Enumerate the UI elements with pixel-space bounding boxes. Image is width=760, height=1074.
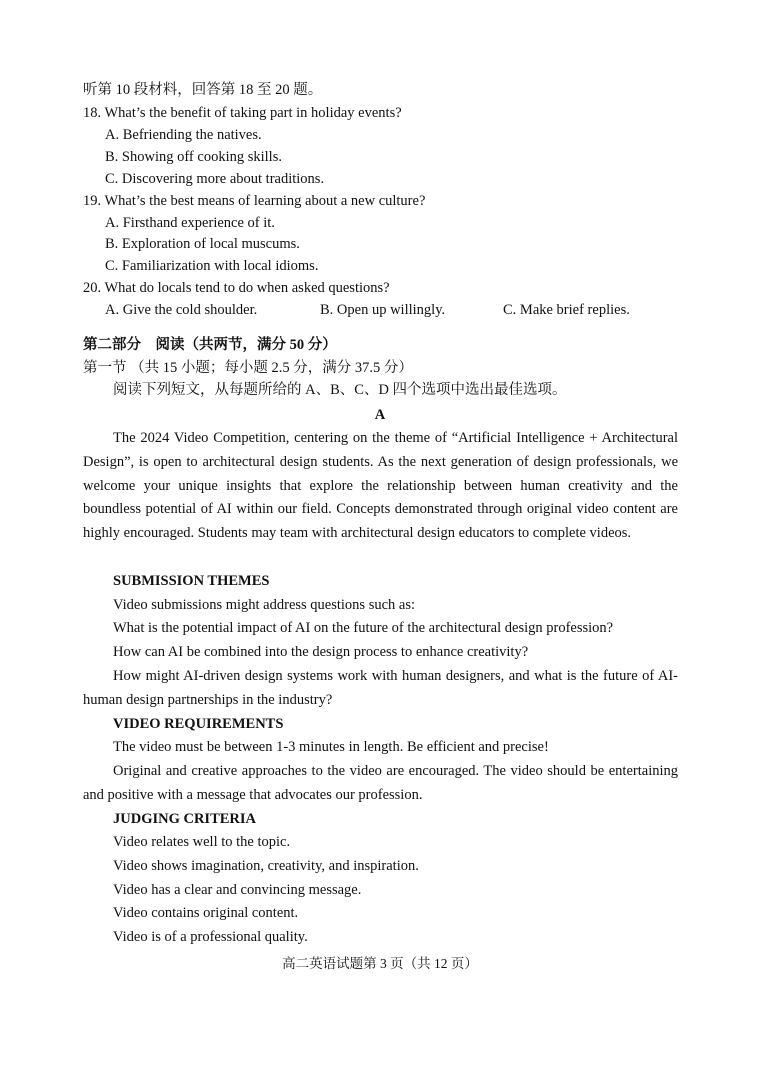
- listening-intro: 听第 10 段材料，回答第 18 至 20 题。: [83, 82, 323, 98]
- intro-paragraph: The 2024 Video Competition, centering on the theme of “Artificial Intelligence + Architectural Design”, is open to architectural design students. As the next generation of design professionals, we welcome your unique insights that explore the relationship between human creativity and the boundless potential of AI within our field. Concepts demonstrated through original video content are highly encouraged. Students may team with architectural design educators to complete videos.: [83, 430, 678, 542]
- requirements-heading: VIDEO REQUIREMENTS: [113, 716, 284, 732]
- reading-instruction: 阅读下列短文，从每题所给的 A、B、C、D 四个选项中选出最佳选项。: [113, 382, 567, 398]
- q19-option-b: B. Exploration of local muscums.: [105, 236, 300, 252]
- criteria-item: Video is of a professional quality.: [113, 929, 308, 945]
- criteria-item: Video contains original content.: [113, 905, 299, 921]
- reading-part-title: 第二部分 阅读（共两节，满分 50 分）: [83, 337, 337, 353]
- question-18-stem: 18. What’s the benefit of taking part in holiday events?: [83, 105, 402, 121]
- criteria-heading: JUDGING CRITERIA: [113, 811, 257, 827]
- criteria-item: Video shows imagination, creativity, and inspiration.: [113, 858, 419, 874]
- theme-question-1: What is the potential impact of AI on the future of the architectural design profession?: [113, 620, 614, 636]
- reading-section-title: 第一节 （共 15 小题；每小题 2.5 分，满分 37.5 分）: [83, 360, 413, 376]
- question-20-stem: 20. What do locals tend to do when asked questions?: [83, 280, 390, 296]
- q18-option-a: A. Befriending the natives.: [105, 127, 262, 143]
- requirement-length: The video must be between 1-3 minutes in length. Be efficient and precise!: [113, 739, 549, 755]
- q19-option-a: A. Firsthand experience of it.: [105, 215, 275, 231]
- q20-option-c: C. Make brief replies.: [503, 302, 630, 318]
- requirement-approach: Original and creative approaches to the video are encouraged. The video should be entertaining and positive with a message that advocates our profession.: [83, 763, 678, 803]
- criteria-item: Video has a clear and convincing message.: [113, 882, 362, 898]
- passage-label: A: [374, 407, 386, 423]
- question-19-stem: 19. What’s the best means of learning about a new culture?: [83, 193, 426, 209]
- themes-heading: SUBMISSION THEMES: [113, 573, 270, 589]
- q20-option-b: B. Open up willingly.: [320, 302, 446, 318]
- q18-option-c: C. Discovering more about traditions.: [105, 171, 325, 187]
- q20-option-a: A. Give the cold shoulder.: [105, 302, 258, 318]
- page-footer: 高二英语试题第 3 页（共 12 页）: [282, 956, 478, 971]
- theme-question-2: How can AI be combined into the design process to enhance creativity?: [113, 644, 529, 660]
- criteria-item: Video relates well to the topic.: [113, 834, 291, 850]
- q19-option-c: C. Familiarization with local idioms.: [105, 258, 319, 274]
- q18-option-b: B. Showing off cooking skills.: [105, 149, 282, 165]
- themes-lead: Video submissions might address questions such as:: [113, 597, 416, 613]
- theme-question-3: How might AI-driven design systems work with human designers, and what is the future of AI-human design partnerships in the industry?: [83, 668, 678, 708]
